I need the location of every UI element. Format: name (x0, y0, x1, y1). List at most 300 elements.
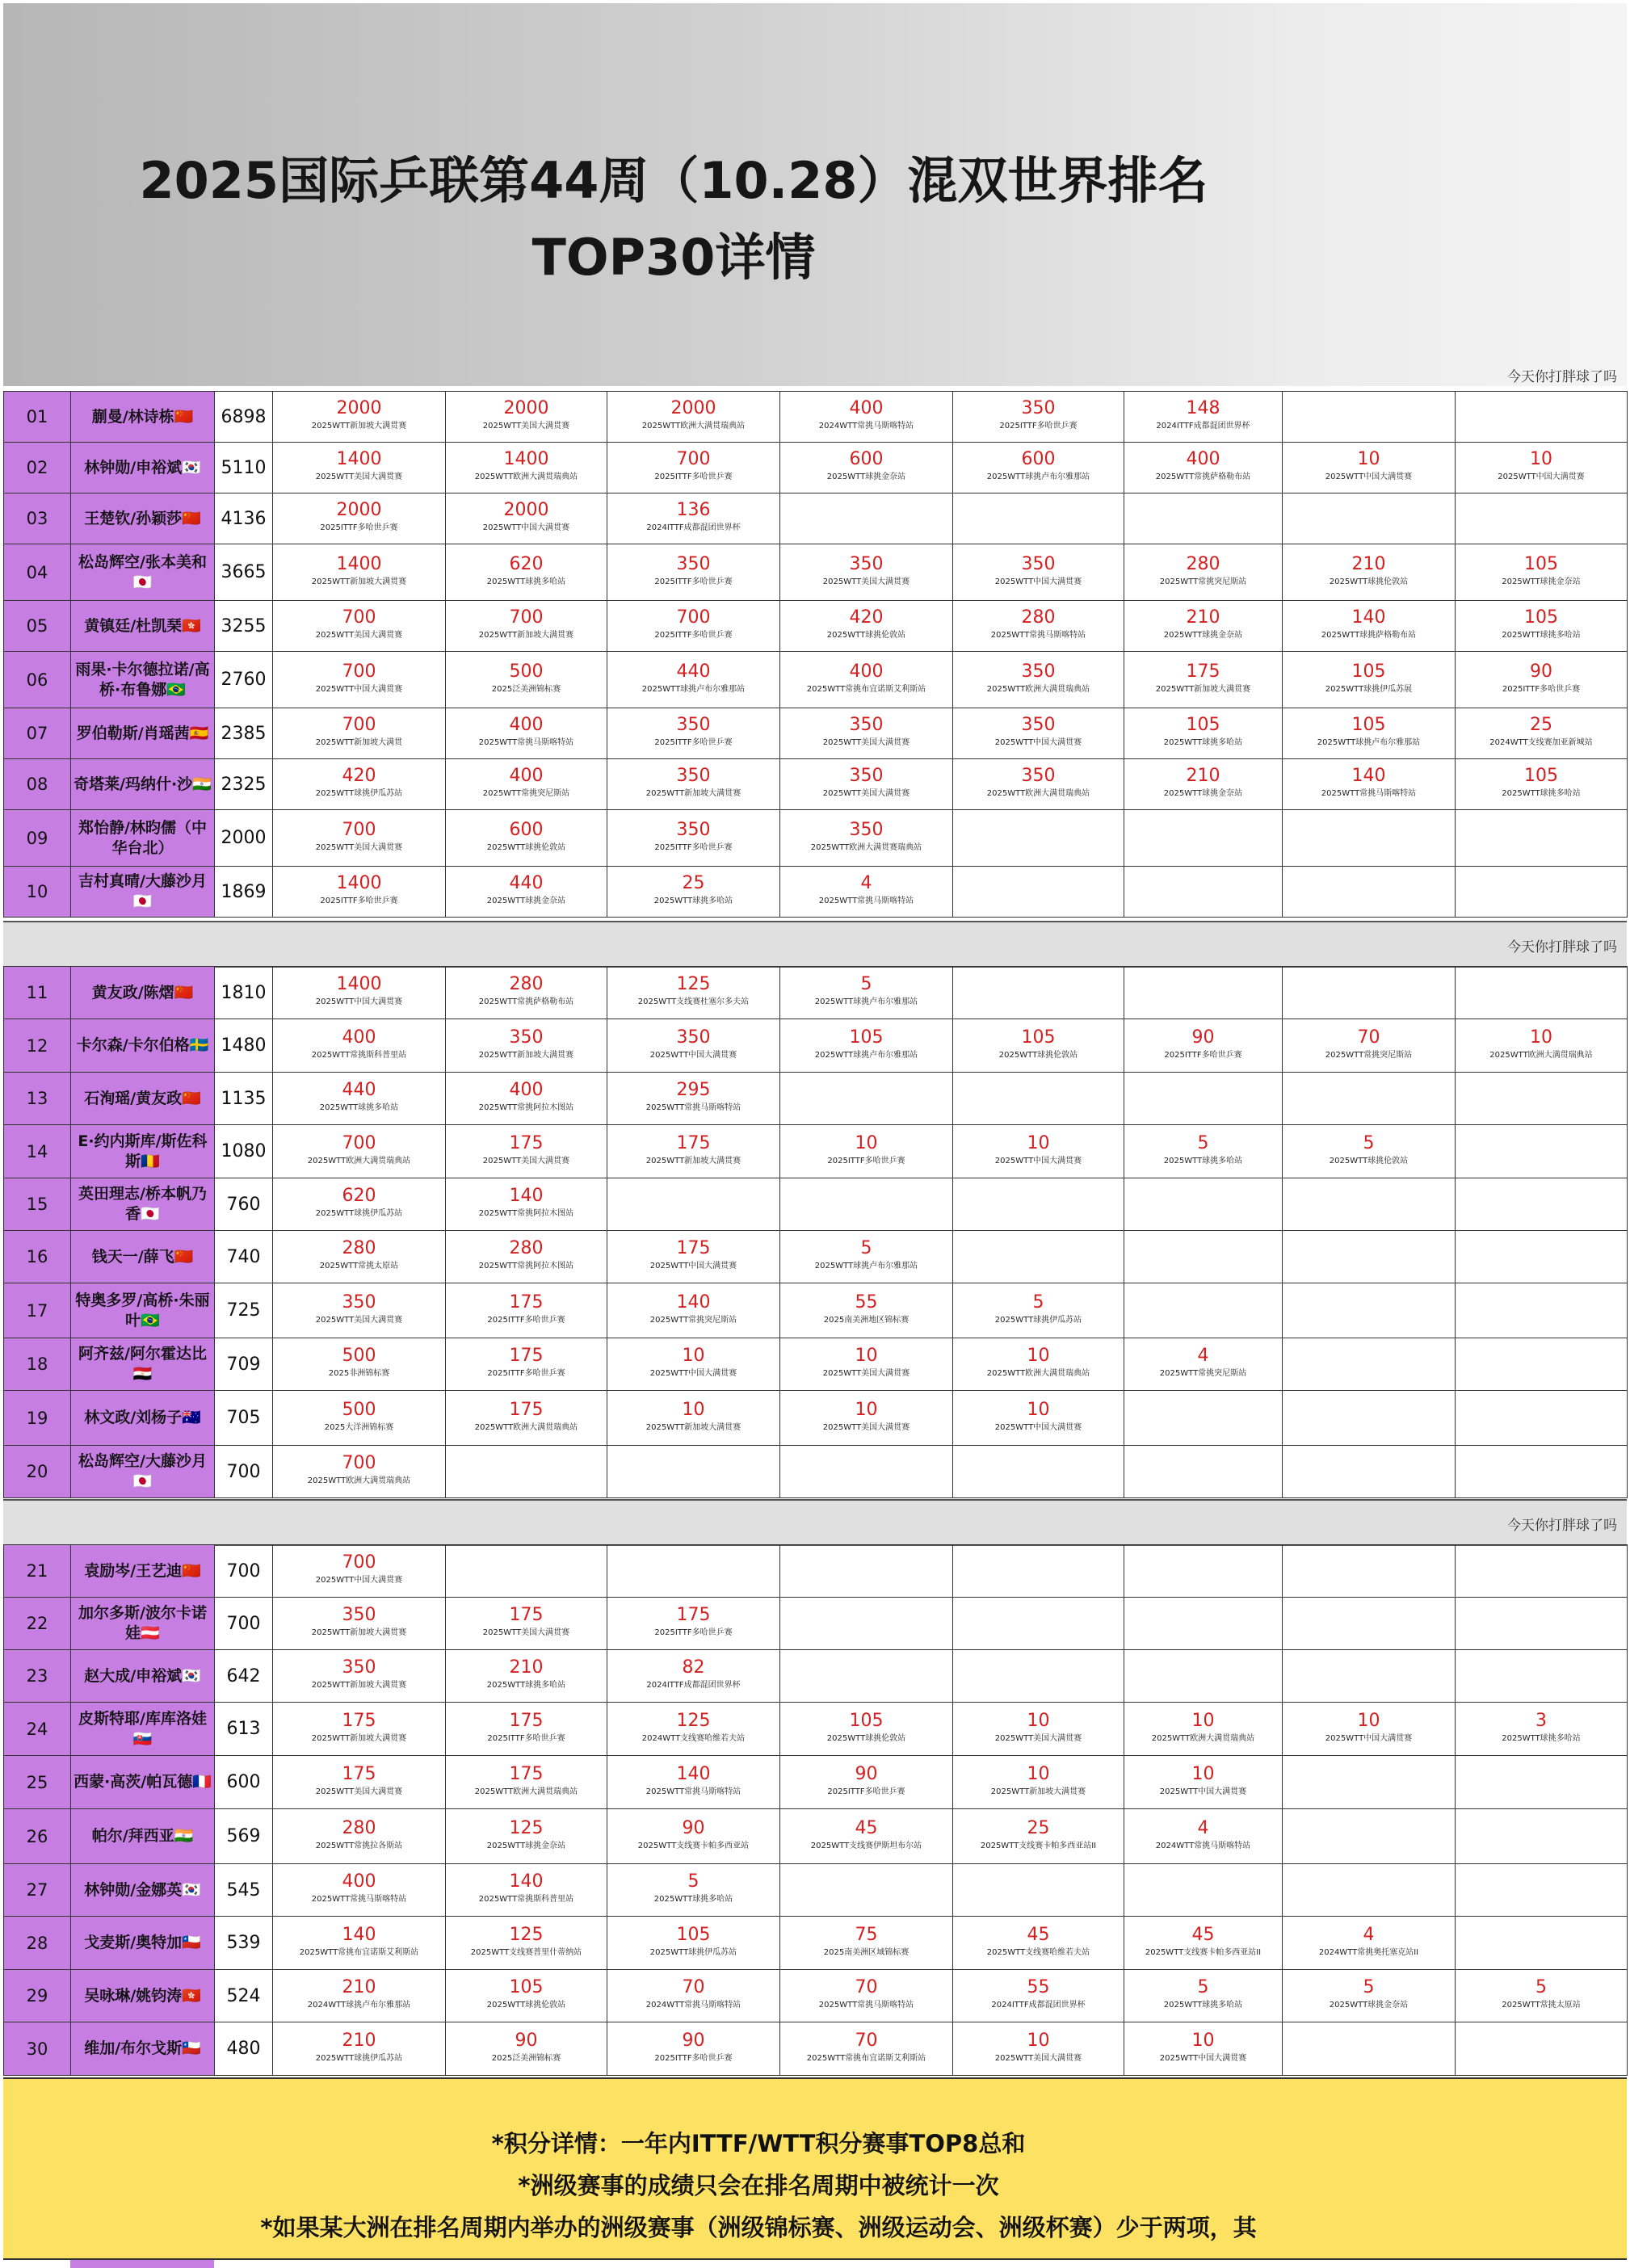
result-points: 5 (860, 1238, 872, 1258)
result-event: 2025WTT支线赛伊斯坦布尔站 (810, 1841, 922, 1850)
result-cell (1124, 1545, 1283, 1598)
total-points-cell: 569 (215, 1809, 273, 1864)
result-cell (446, 1809, 607, 1864)
result-event: 2025WTT欧洲大满贯瑞典站 (307, 1476, 411, 1485)
result-points: 25 (1027, 1817, 1050, 1838)
result-points: 210 (509, 1657, 544, 1678)
result-cell (446, 1545, 607, 1598)
result-points: 5 (1363, 1132, 1375, 1153)
result-cell (607, 810, 780, 867)
result-cell (607, 1283, 780, 1338)
result-event: 2025WTT球挑金奈站 (826, 472, 906, 481)
result-cell (607, 601, 780, 652)
result-cell (446, 443, 607, 494)
result-points: 10 (682, 1346, 705, 1366)
result-points: 105 (1524, 553, 1558, 574)
result-cell (1124, 810, 1283, 867)
result-points: 400 (1186, 449, 1220, 469)
result-cell (1283, 1756, 1456, 1809)
result-cell (607, 1598, 780, 1650)
result-event: 2025WTT常挑萨格勒布站 (1155, 472, 1251, 481)
result-points: 350 (849, 819, 884, 840)
result-event: 2025WTT支线赛普里什蒂纳站 (470, 1947, 582, 1957)
ranking-row (4, 1917, 1628, 1970)
result-event: 2025WTT美国大满贯赛 (822, 577, 910, 586)
rank-cell: 13 (4, 1073, 71, 1125)
total-points-cell: 2325 (215, 759, 273, 810)
ranking-row (4, 1598, 1628, 1650)
result-event: 2025WTT常挑马斯喀特站 (311, 1895, 407, 1904)
result-cell (1283, 601, 1456, 652)
result-cell (1283, 1703, 1456, 1756)
result-cell (1283, 708, 1456, 759)
result-cell (1124, 1650, 1283, 1703)
result-event: 2025WTT新加坡大满贯赛 (311, 422, 407, 430)
total-points-cell: 1135 (215, 1073, 273, 1125)
result-cell (1283, 1650, 1456, 1703)
result-points: 620 (509, 553, 544, 574)
result-cell (780, 1178, 953, 1231)
result-cell (780, 708, 953, 759)
result-cell (953, 652, 1124, 708)
rank-cell: 24 (4, 1703, 71, 1756)
result-event: 2025WTT欧洲大满贯瑞典站 (986, 1369, 1090, 1378)
result-points: 105 (1186, 715, 1220, 735)
result-cell (273, 544, 446, 601)
header-banner (3, 3, 1627, 386)
result-points: 2000 (670, 398, 716, 418)
result-event: 2025WTT球挑伊瓜苏站 (649, 1947, 737, 1957)
ranking-row (4, 1650, 1628, 1703)
result-points: 280 (509, 1238, 544, 1258)
rank-cell: 07 (4, 708, 71, 759)
result-points: 70 (1357, 1027, 1380, 1048)
result-points: 175 (509, 1605, 544, 1625)
result-event: 2025WTT球挑伦敦站 (486, 842, 566, 852)
result-cell (273, 867, 446, 918)
result-event: 2025WTT常挑突尼斯站 (649, 1315, 737, 1325)
result-event: 2025WTT中国大满贯赛 (994, 738, 1082, 747)
result-event: 2025WTT欧洲大满贯赛瑞典站 (810, 842, 922, 852)
result-cell (953, 1970, 1124, 2022)
result-points: 1400 (336, 553, 382, 574)
pair-name-cell: 奇塔莱/玛纳什·沙🇮🇳 (71, 759, 215, 810)
result-points: 5 (1032, 1292, 1044, 1312)
result-event: 2025WTT支线赛杜塞尔多夫站 (637, 998, 750, 1006)
total-points-cell: 600 (215, 1756, 273, 1809)
result-points: 1400 (336, 974, 382, 994)
result-points: 10 (1027, 1346, 1050, 1366)
total-points-cell: 642 (215, 1650, 273, 1703)
rank-cell: 01 (4, 392, 71, 443)
rank-cell: 27 (4, 1864, 71, 1917)
rank-cell: 18 (4, 1338, 71, 1391)
pair-name-cell: 帕尔/拜西亚🇮🇳 (71, 1809, 215, 1864)
result-cell (273, 2022, 446, 2076)
result-event: 2025WTT美国大满贯赛 (822, 1422, 910, 1432)
result-points: 175 (509, 1346, 544, 1366)
result-cell (446, 1917, 607, 1970)
result-points: 140 (1351, 607, 1386, 628)
total-points-cell: 539 (215, 1917, 273, 1970)
pair-name-cell: 林文政/刘杨子🇦🇺 (71, 1391, 215, 1446)
result-cell (607, 494, 780, 544)
result-points: 700 (342, 715, 376, 735)
result-points: 55 (855, 1292, 878, 1312)
result-points: 350 (676, 819, 711, 840)
result-cell (607, 1650, 780, 1703)
result-cell (1456, 1864, 1628, 1917)
result-points: 440 (509, 873, 544, 893)
result-event: 2025WTT常挑突尼斯站 (1159, 1369, 1247, 1378)
result-points: 210 (1186, 607, 1220, 628)
result-event: 2025WTT中国大满贯赛 (994, 577, 1082, 586)
result-points: 295 (676, 1080, 711, 1100)
pair-name-cell: 郑怡静/林昀儒（中华台北） (71, 810, 215, 867)
result-points: 10 (1027, 1132, 1050, 1153)
result-event: 2025WTT球挑卢布尔雅那站 (986, 472, 1090, 481)
result-cell (1124, 1970, 1283, 2022)
result-points: 700 (342, 1552, 376, 1573)
result-points: 105 (849, 1027, 884, 1048)
result-cell (780, 443, 953, 494)
result-cell (953, 544, 1124, 601)
result-cell (1124, 1338, 1283, 1391)
result-event: 2025WTT美国大满贯赛 (315, 1787, 403, 1796)
rank-cell: 20 (4, 1446, 71, 1498)
result-cell (1456, 494, 1628, 544)
rank-cell: 23 (4, 1650, 71, 1703)
result-event: 2025泛美洲锦标赛 (491, 684, 561, 694)
result-event: 2025WTT支线赛卡帕多西亚站II (980, 1841, 1097, 1850)
result-event: 2025WTT新加坡大满贯赛 (478, 631, 574, 640)
result-cell (1456, 601, 1628, 652)
page-title: 2025国际乒联第44周（10.28）混双世界排名 (139, 151, 1208, 210)
result-cell (953, 1283, 1124, 1338)
result-cell (780, 759, 953, 810)
result-cell (1283, 2022, 1456, 2076)
result-points: 90 (515, 2030, 538, 2051)
result-cell (1456, 1019, 1628, 1073)
result-points: 620 (342, 1186, 376, 1206)
total-points-cell: 524 (215, 1970, 273, 2022)
result-cell (1283, 1125, 1456, 1178)
pair-name-cell: 卡尔森/卡尔伯格🇸🇪 (71, 1019, 215, 1073)
result-points: 2000 (503, 500, 549, 520)
result-cell (953, 1125, 1124, 1178)
result-points: 5 (1363, 1977, 1375, 1997)
result-event: 2025WTT新加坡大满贯赛 (311, 1733, 407, 1743)
rank-cell: 29 (4, 1970, 71, 2022)
result-event: 2025WTT球挑伦敦站 (1329, 577, 1409, 586)
total-points-cell: 545 (215, 1864, 273, 1917)
result-event: 2025WTT球挑伦敦站 (1329, 1156, 1409, 1166)
bottom-strip (3, 2258, 1627, 2268)
result-cell (446, 1391, 607, 1446)
ranking-row (4, 1970, 1628, 2022)
result-cell (953, 1598, 1124, 1650)
result-cell (780, 1809, 953, 1864)
result-cell (1124, 1283, 1283, 1338)
result-points: 70 (855, 1977, 878, 1997)
ranking-row (4, 1703, 1628, 1756)
result-cell (446, 1019, 607, 1073)
result-cell (273, 1125, 446, 1178)
result-cell (1456, 1756, 1628, 1809)
result-cell (1456, 2022, 1628, 2076)
result-points: 350 (1021, 398, 1056, 418)
result-cell (607, 1391, 780, 1446)
result-points: 500 (509, 661, 544, 682)
footer-notes (3, 2077, 1627, 2260)
result-cell (273, 1756, 446, 1809)
result-points: 10 (1027, 2030, 1050, 2051)
total-points-cell: 1080 (215, 1125, 273, 1178)
result-cell (953, 1703, 1124, 1756)
result-points: 350 (676, 715, 711, 735)
result-points: 105 (1351, 661, 1386, 682)
result-points: 440 (342, 1080, 376, 1100)
result-points: 700 (342, 607, 376, 628)
total-points-cell: 700 (215, 1545, 273, 1598)
result-cell (446, 1650, 607, 1703)
result-cell (446, 1338, 607, 1391)
pair-name-cell: 蒯曼/林诗栋🇨🇳 (71, 392, 215, 443)
result-points: 400 (509, 1080, 544, 1100)
result-cell (446, 601, 607, 652)
total-points-cell: 1869 (215, 867, 273, 918)
result-cell (1456, 1231, 1628, 1283)
result-event: 2025WTT欧洲大满贯瑞典站 (641, 422, 746, 430)
result-cell (1124, 1019, 1283, 1073)
result-event: 2025WTT欧洲大满贯瑞典站 (474, 472, 578, 481)
result-cell (1283, 1545, 1456, 1598)
result-points: 82 (682, 1657, 705, 1678)
result-cell (1456, 1283, 1628, 1338)
footer-note-1: *积分详情：一年内ITTF/WTT积分赛事TOP8总和 (491, 2130, 1026, 2157)
result-event: 2025WTT中国大满贯赛 (994, 1422, 1082, 1432)
result-points: 148 (1186, 398, 1220, 418)
result-cell (1283, 1019, 1456, 1073)
result-event: 2025WTT常挑马斯喀特站 (645, 1103, 741, 1112)
total-points-cell: 2760 (215, 652, 273, 708)
rank-cell: 12 (4, 1019, 71, 1073)
result-cell (953, 1809, 1124, 1864)
result-cell (1124, 1125, 1283, 1178)
result-points: 700 (676, 607, 711, 628)
result-event: 2025WTT支线赛卡帕多西亚站II (1145, 1947, 1262, 1957)
result-cell (446, 708, 607, 759)
result-cell (780, 1125, 953, 1178)
result-cell (1456, 1125, 1628, 1178)
result-cell (780, 1970, 953, 2022)
total-points-cell: 480 (215, 2022, 273, 2076)
result-points: 10 (1191, 1763, 1215, 1784)
rank-cell: 16 (4, 1231, 71, 1283)
result-event: 2025WTT欧洲大满贯瑞典站 (1151, 1733, 1255, 1743)
result-cell (273, 1809, 446, 1864)
result-event: 2025泛美洲锦标赛 (491, 2053, 561, 2063)
result-points: 140 (676, 1292, 711, 1312)
result-cell (607, 443, 780, 494)
result-cell (953, 1178, 1124, 1231)
result-event: 2025ITTF多哈世乒赛 (487, 1733, 565, 1743)
result-points: 2000 (336, 398, 382, 418)
result-event: 2025WTT常挑太原站 (1502, 2001, 1581, 2010)
result-points: 350 (849, 553, 884, 574)
result-cell (446, 1864, 607, 1917)
ranking-row (4, 601, 1628, 652)
total-points-cell: 740 (215, 1231, 273, 1283)
result-cell (780, 1391, 953, 1446)
result-event: 2025WTT球挑多哈站 (1502, 1733, 1581, 1743)
result-points: 90 (1191, 1027, 1215, 1048)
result-points: 105 (1524, 766, 1558, 786)
result-points: 10 (1530, 449, 1552, 469)
ranking-row (4, 494, 1628, 544)
result-points: 90 (855, 1763, 878, 1784)
result-event: 2024ITTF成都混团世界杯 (991, 2001, 1086, 2010)
result-cell (1456, 967, 1628, 1019)
result-cell (953, 708, 1124, 759)
result-cell (273, 810, 446, 867)
result-points: 175 (676, 1605, 711, 1625)
result-cell (607, 1756, 780, 1809)
rank-cell: 15 (4, 1178, 71, 1231)
result-cell (780, 2022, 953, 2076)
result-event: 2025WTT球挑卢布尔雅那站 (814, 998, 918, 1006)
result-points: 10 (855, 1399, 878, 1420)
pair-name-cell: 松岛辉空/张本美和🇯🇵 (71, 544, 215, 601)
result-points: 700 (342, 819, 376, 840)
result-cell (1124, 967, 1283, 1019)
result-cell (1283, 759, 1456, 810)
result-cell (446, 652, 607, 708)
result-cell (780, 867, 953, 918)
result-points: 140 (509, 1871, 544, 1892)
result-points: 280 (1186, 553, 1220, 574)
result-cell (780, 810, 953, 867)
result-points: 4 (1197, 1817, 1209, 1838)
result-cell (1124, 1917, 1283, 1970)
result-cell (1456, 1970, 1628, 2022)
result-cell (953, 759, 1124, 810)
result-event: 2025ITTF多哈世乒赛 (487, 1369, 565, 1378)
result-points: 55 (1027, 1977, 1050, 1997)
result-event: 2025WTT美国大满贯赛 (315, 1315, 403, 1325)
result-points: 400 (342, 1871, 376, 1892)
result-cell (953, 443, 1124, 494)
result-cell (780, 967, 953, 1019)
result-event: 2025WTT球挑金奈站 (1502, 577, 1581, 586)
result-points: 700 (342, 1453, 376, 1473)
result-cell (953, 601, 1124, 652)
result-event: 2025WTT常挑拉各斯站 (315, 1841, 403, 1850)
result-points: 10 (1191, 2030, 1215, 2051)
result-event: 2025WTT球挑多哈站 (486, 577, 566, 586)
result-cell (1124, 708, 1283, 759)
result-points: 4 (1363, 1924, 1375, 1945)
pair-name-cell: 维加/布尔戈斯🇨🇱 (71, 2022, 215, 2076)
result-event: 2025WTT球挑多哈站 (486, 1681, 566, 1690)
result-cell (1456, 443, 1628, 494)
result-points: 420 (849, 607, 884, 628)
total-points-cell: 700 (215, 1598, 273, 1650)
result-points: 420 (342, 766, 376, 786)
result-event: 2025WTT球挑多哈站 (653, 897, 733, 905)
ranking-row (4, 810, 1628, 867)
result-event: 2025WTT常挑马斯喀特站 (990, 631, 1086, 640)
result-points: 350 (342, 1657, 376, 1678)
result-points: 90 (682, 2030, 705, 2051)
result-points: 140 (1351, 766, 1386, 786)
result-event: 2024WTT常挑马斯喀特站 (645, 2001, 741, 2010)
result-points: 3 (1535, 1710, 1547, 1731)
pair-name-cell: E·约内斯库/斯佐科斯🇷🇴 (71, 1125, 215, 1178)
result-cell (1283, 1231, 1456, 1283)
result-cell (1124, 494, 1283, 544)
result-event: 2025WTT中国大满贯赛 (315, 1576, 403, 1585)
result-cell (1124, 443, 1283, 494)
result-points: 45 (1191, 1924, 1215, 1945)
result-event: 2025WTT常挑萨格勒布站 (478, 998, 574, 1006)
result-points: 350 (1021, 766, 1056, 786)
result-cell (607, 1125, 780, 1178)
ranking-row (4, 759, 1628, 810)
total-points-cell: 3255 (215, 601, 273, 652)
result-points: 350 (1021, 715, 1056, 735)
result-cell (446, 1178, 607, 1231)
result-event: 2024WTT球挑卢布尔雅那站 (307, 2001, 411, 2010)
result-cell (273, 759, 446, 810)
result-cell (953, 1019, 1124, 1073)
result-cell (1124, 867, 1283, 918)
result-cell (273, 967, 446, 1019)
result-points: 280 (342, 1817, 376, 1838)
ranking-row (4, 708, 1628, 759)
result-event: 2025WTT新加坡大满贯赛 (645, 1422, 741, 1432)
result-cell (953, 2022, 1124, 2076)
result-points: 125 (676, 1710, 711, 1731)
result-points: 2000 (336, 500, 382, 520)
result-points: 500 (342, 1399, 376, 1420)
result-points: 140 (509, 1186, 544, 1206)
pair-name-cell: 吴咏琳/姚钧涛🇭🇰 (71, 1970, 215, 2022)
result-cell (780, 1598, 953, 1650)
total-points-cell: 1480 (215, 1019, 273, 1073)
footer-note-3: *如果某大洲在排名周期内举办的洲级赛事（洲级锦标赛、洲级运动会、洲级杯赛）少于两项，其 (260, 2214, 1257, 2241)
result-points: 45 (1027, 1924, 1050, 1945)
result-cell (446, 2022, 607, 2076)
result-points: 210 (342, 1977, 376, 1997)
result-points: 350 (676, 1027, 711, 1048)
result-event: 2025WTT新加坡大满贯赛 (645, 789, 741, 798)
result-cell (607, 1338, 780, 1391)
result-event: 2025WTT新加坡大满贯赛 (311, 1628, 407, 1637)
result-cell (446, 1756, 607, 1809)
result-cell (780, 1917, 953, 1970)
result-event: 2024WTT常挑马斯喀特站 (1155, 1841, 1251, 1850)
result-event: 2025ITTF多哈世乒赛 (827, 1787, 905, 1796)
result-points: 90 (1530, 661, 1552, 682)
ranking-row (4, 1231, 1628, 1283)
result-event: 2025WTT新加坡大满贯赛 (990, 1787, 1086, 1796)
result-cell (273, 392, 446, 443)
result-event: 2025WTT球挑多哈站 (1163, 1156, 1243, 1166)
result-event: 2025WTT常挑马斯喀特站 (645, 1787, 741, 1796)
result-event: 2025WTT球挑卢布尔雅那站 (641, 684, 746, 694)
result-points: 600 (1021, 449, 1056, 469)
